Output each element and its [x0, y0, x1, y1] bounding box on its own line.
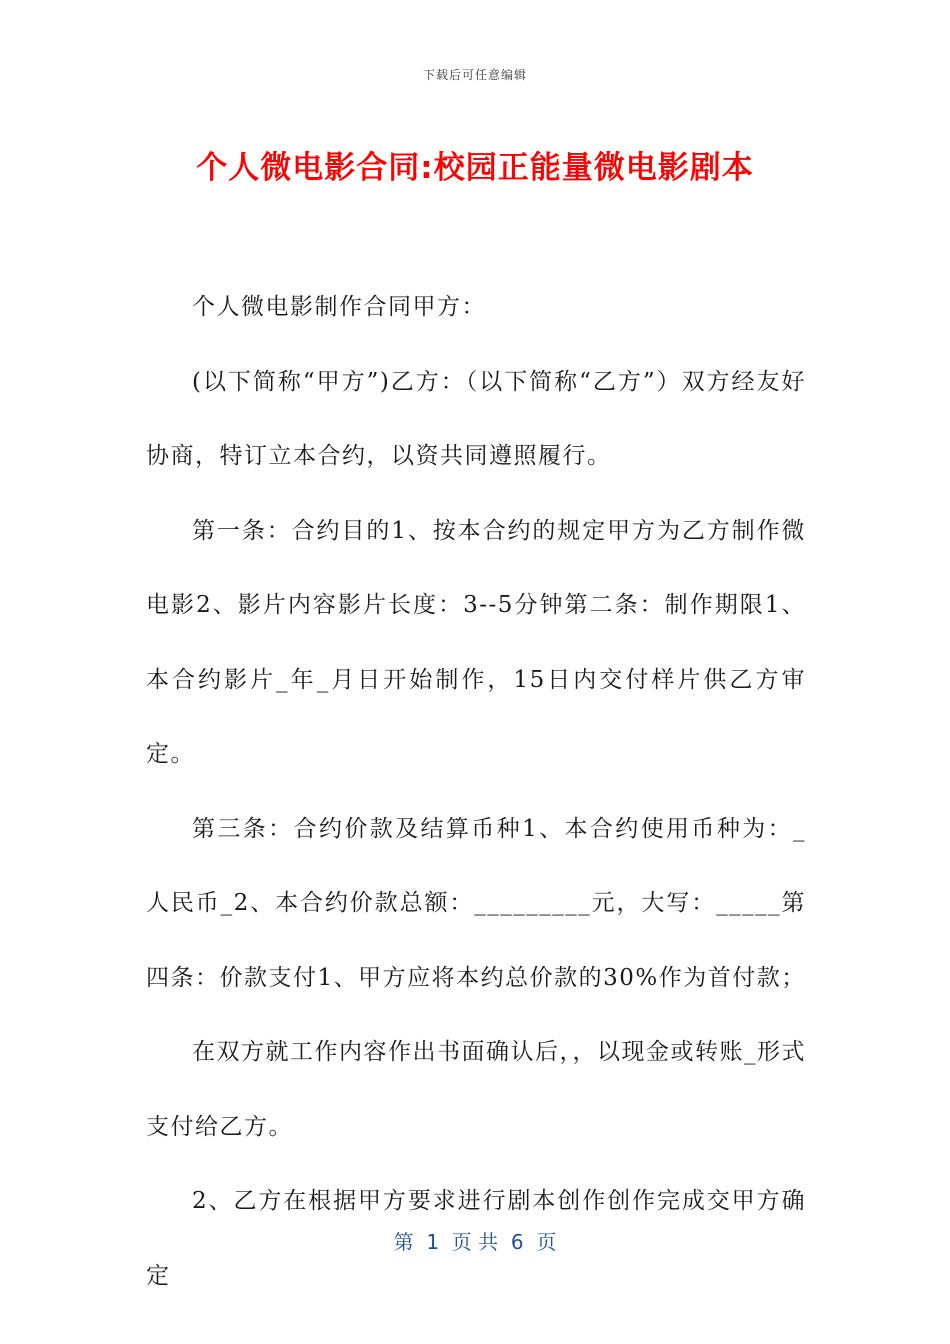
- page-number-footer: 第 1 页 共 6 页: [393, 1230, 557, 1254]
- header-note: 下载后可任意编辑: [422, 68, 527, 82]
- paragraph-parties-agreement: (以下简称“甲方”)乙方：（以下简称“乙方”）双方经友好协商，特订立本合约，以资共同遵照履行。: [146, 368, 806, 469]
- paragraph-script-creation: 2、乙方在根据甲方要求进行剧本创作创作完成交甲方确定: [146, 1188, 806, 1289]
- paragraph-payment-method: 在双方就工作内容作出书面确认后，，以现金或转账_形式支付给乙方。: [146, 1039, 806, 1140]
- document-title: 个人微电影合同:校园正能量微电影剧本: [196, 150, 754, 186]
- paragraph-article-one: 第一条：合约目的1、按本合约的规定甲方为乙方制作微电影2、影片内容影片长度：3--5分钟第二条：制作期限1、本合约影片_年_月日开始制作，15日内交付样片供乙方审定。: [146, 517, 806, 767]
- paragraph-party-a: 个人微电影制作合同甲方：: [192, 294, 486, 320]
- paragraph-article-three: 第三条：合约价款及结算币种1、本合约使用币种为：_人民币_2、本合约价款总额：_________元，大写：_____第四条：价款支付1、甲方应将本约总价款的30%作为首付款；: [146, 815, 806, 991]
- document-body: [146, 270, 806, 1313]
